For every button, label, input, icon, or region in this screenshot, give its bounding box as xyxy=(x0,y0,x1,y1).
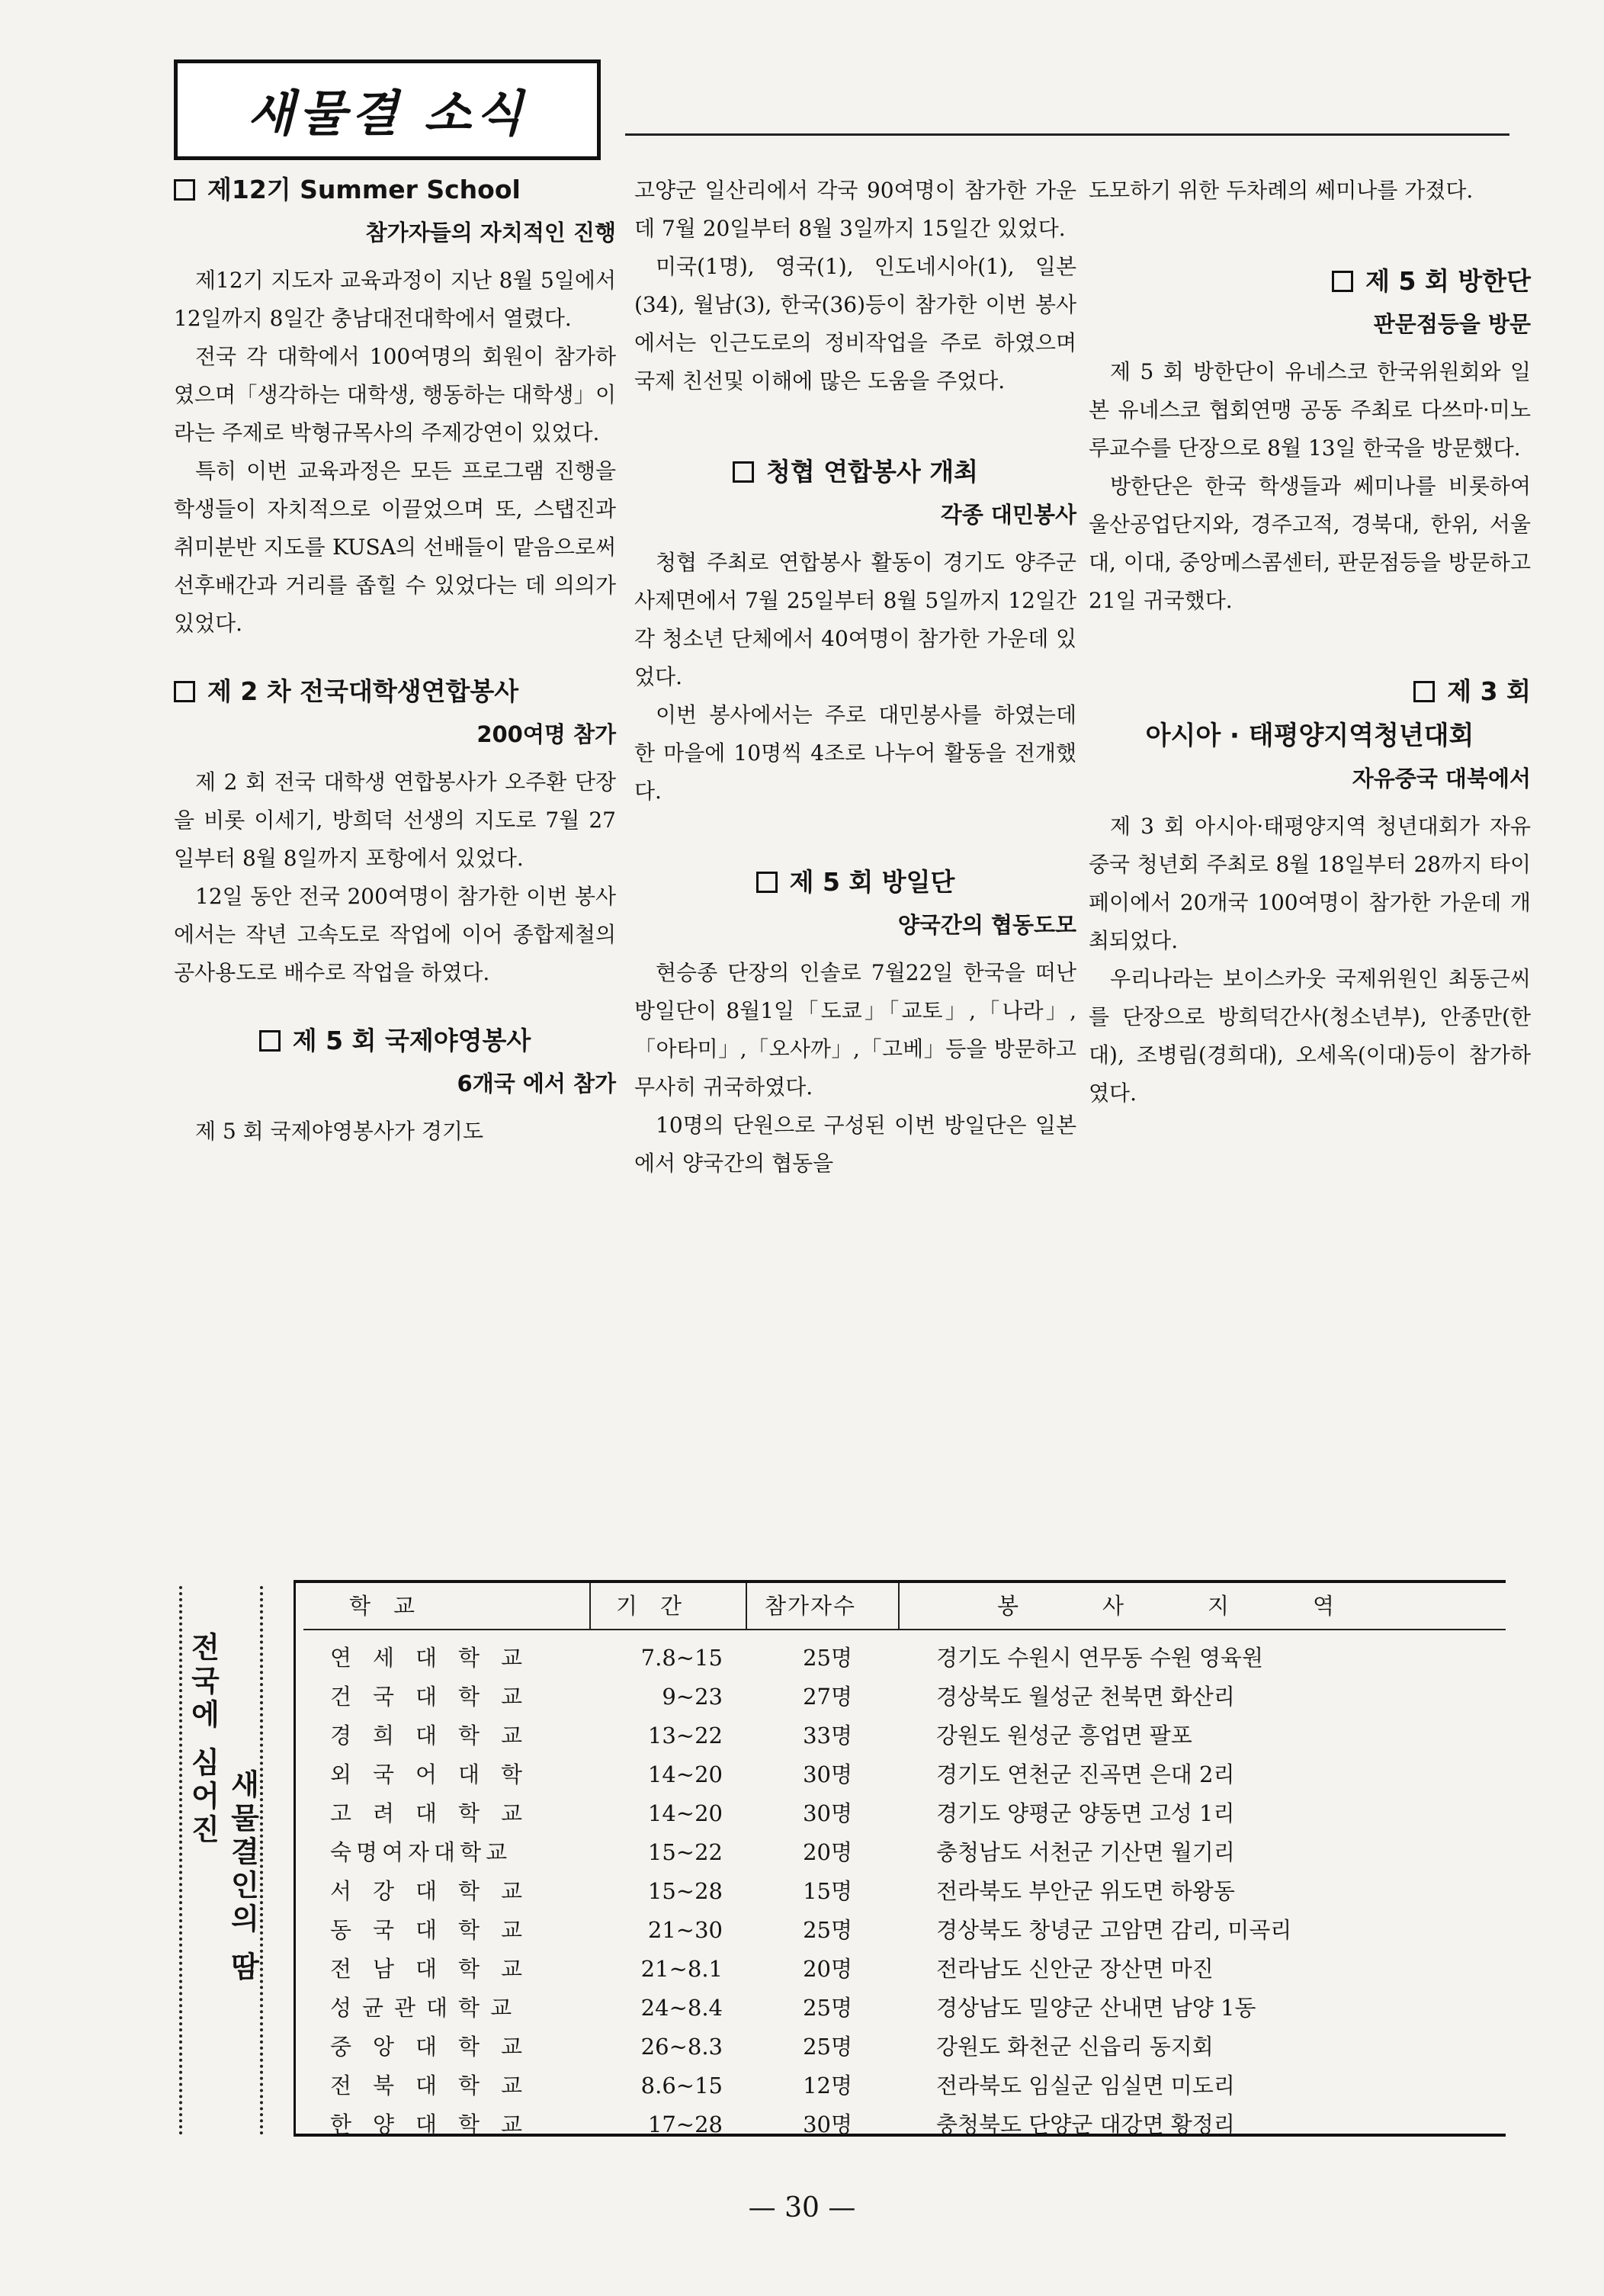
cell-area: 강원도 원성군 흥업면 팔포 xyxy=(936,1723,1192,1748)
cell-count: 25명 xyxy=(803,2034,852,2060)
section-title: 제 3 회 xyxy=(1089,673,1531,710)
cell-area: 충청북도 단양군 대강면 황정리 xyxy=(936,2111,1235,2137)
section-subtitle: 양국간의 협동도모 xyxy=(897,912,1076,938)
paragraph: 이번 봉사에서는 주로 대민봉사를 하였는데 한 마을에 10명씩 4조로 나누어 활동을 전개했다. xyxy=(634,702,1076,804)
section-subtitle: 자유중국 대북에서 xyxy=(1352,766,1531,792)
section-subtitle: 참가자들의 자치적인 진행 xyxy=(365,220,616,246)
cell-period: 9~23 xyxy=(662,1684,723,1710)
cell-school: 전북대학교 xyxy=(330,2073,544,2099)
cell-count: 30명 xyxy=(803,1761,852,1787)
table-row xyxy=(296,2066,1506,2105)
cell-school: 연세대학교 xyxy=(330,1645,544,1671)
side-label-line1: 전국에 심어진 xyxy=(186,1632,220,1848)
cell-area: 경상북도 월성군 천북면 화산리 xyxy=(936,1684,1235,1710)
cell-count: 30명 xyxy=(803,2111,852,2137)
section-title: 제 2 차 전국대학생연합봉사 xyxy=(174,673,616,710)
paragraph: 현승종 단장의 인솔로 7월22일 한국을 떠난 방일단이 8월1일「도쿄」「교토」,「나라」,「아타미」,「오사까」,「고베」등을 방문하고 무사히 귀국하였다. xyxy=(634,960,1076,1100)
paragraph: 제 5 회 방한단이 유네스코 한국위원회와 일본 유네스코 협회연맹 공동 주최로 다쓰마·미노루교수를 단장으로 8월 13일 한국을 방문했다. xyxy=(1089,359,1531,461)
paragraph: 도모하기 위한 두차례의 쎄미나를 가졌다. xyxy=(1089,178,1474,203)
top-rule xyxy=(625,133,1509,136)
section-title: 제 5 회 방일단 xyxy=(634,864,1076,901)
cell-count: 25명 xyxy=(803,1995,852,2021)
column-1 xyxy=(174,172,616,1151)
cell-period: 7.8~15 xyxy=(640,1645,723,1671)
header-count: 참가자수 xyxy=(765,1593,857,1619)
cell-area: 경기도 수원시 연무동 수원 영육원 xyxy=(936,1645,1264,1671)
checkbox-icon xyxy=(174,681,195,702)
paragraph: 12일 동안 전국 200여명이 참가한 이번 봉사에서는 작년 고속도로 작업에 이어 종합제철의 공사용도로 배수로 작업을 하였다. xyxy=(174,884,616,985)
checkbox-icon xyxy=(1413,681,1435,702)
section-subtitle: 각종 대민봉사 xyxy=(940,502,1076,528)
cell-period: 21~30 xyxy=(647,1917,723,1943)
service-table xyxy=(294,1580,1506,2137)
cell-period: 17~28 xyxy=(647,2111,723,2137)
cell-school: 중앙대학교 xyxy=(330,2034,544,2060)
section-subtitle: 6개국 에서 참가 xyxy=(457,1071,616,1097)
paragraph: 방한단은 한국 학생들과 쎄미나를 비롯하여 울산공업단지와, 경주고적, 경북대, 한위, 서울대, 이대, 중앙메스콤센터, 판문점등을 방문하고 21일 귀국했다. xyxy=(1089,474,1531,613)
cell-period: 26~8.3 xyxy=(640,2034,723,2060)
table-row xyxy=(296,1793,1506,1832)
cell-period: 14~20 xyxy=(647,1761,723,1787)
cell-period: 15~22 xyxy=(647,1839,723,1865)
cell-area: 경상북도 창녕군 고암면 감리, 미곡리 xyxy=(936,1917,1292,1943)
cell-school: 동국대학교 xyxy=(330,1917,544,1943)
header-period: 기간 xyxy=(616,1593,705,1619)
cell-school: 외국어대학 xyxy=(330,1761,544,1787)
cell-area: 전라북도 임실군 임실면 미도리 xyxy=(936,2073,1235,2099)
cell-area: 경상남도 밀양군 산내면 남양 1동 xyxy=(936,1995,1256,2021)
side-label-line2: 새물결인의 땀 xyxy=(226,1769,259,1986)
cell-area: 경기도 양평군 양동면 고성 1리 xyxy=(936,1800,1235,1826)
cell-period: 8.6~15 xyxy=(640,2073,723,2099)
table-row xyxy=(296,1716,1506,1755)
section-title: 제 5 회 방한단 xyxy=(1089,263,1531,300)
table-row xyxy=(296,1832,1506,1871)
table-side-label xyxy=(179,1586,263,2135)
masthead-title: 새물결 소식 xyxy=(247,86,528,143)
header-area: 봉사지역 xyxy=(997,1593,1419,1619)
cell-area: 충청남도 서천군 기산면 월기리 xyxy=(936,1839,1235,1865)
paragraph: 전국 각 대학에서 100여명의 회원이 참가하였으며「생각하는 대학생, 행동하는 대학생」이라는 주제로 박형규목사의 주제강연이 있었다. xyxy=(174,344,616,445)
cell-period: 21~8.1 xyxy=(640,1956,723,1982)
paragraph: 특히 이번 교육과정은 모든 프로그램 진행을 학생들이 자치적으로 이끌었으며 또, 스탭진과 취미분반 지도를 KUSA의 선배들이 맡음으로써 선후배간과 거리를 좁힐 수 있었다는 데 의의가 있었다. xyxy=(174,458,616,636)
cell-count: 15명 xyxy=(803,1878,852,1904)
paragraph: 고양군 일산리에서 각국 90여명이 참가한 가운데 7월 20일부터 8월 3일까지 15일간 있었다. xyxy=(634,178,1076,241)
cell-count: 27명 xyxy=(803,1684,852,1710)
checkbox-icon xyxy=(756,872,778,893)
section-title: 청협 연합봉사 개최 xyxy=(634,454,1076,490)
cell-school: 성균관대학교 xyxy=(330,1995,523,2021)
section-title: 제 5 회 국제야영봉사 xyxy=(174,1023,616,1059)
cell-area: 강원도 화천군 신읍리 동지회 xyxy=(936,2034,1214,2060)
checkbox-icon xyxy=(733,461,754,483)
checkbox-icon xyxy=(1332,271,1353,292)
checkbox-icon xyxy=(259,1030,281,1052)
paragraph: 제 2 회 전국 대학생 연합봉사가 오주환 단장을 비롯 이세기, 방희덕 선생의 지도로 7월 27일부터 8월 8일까지 포항에서 있었다. xyxy=(174,769,616,871)
cell-count: 20명 xyxy=(803,1956,852,1982)
cell-school: 한양대학교 xyxy=(330,2111,544,2137)
table-row xyxy=(296,1949,1506,1988)
column-3 xyxy=(1089,172,1531,1113)
cell-count: 30명 xyxy=(803,1800,852,1826)
table-row xyxy=(296,1988,1506,2027)
cell-period: 15~28 xyxy=(647,1878,723,1904)
cell-area: 경기도 연천군 진곡면 은대 2리 xyxy=(936,1761,1235,1787)
section-title-line2: 아시아 · 태평양지역청년대회 xyxy=(1145,721,1474,751)
paragraph: 제 3 회 아시아·태평양지역 청년대회가 자유중국 청년회 주최로 8월 18일부터 28까지 타이페이에서 20개국 100여명이 참가한 가운데 개최되었다. xyxy=(1089,814,1531,953)
cell-count: 25명 xyxy=(803,1645,852,1671)
cell-school: 전남대학교 xyxy=(330,1956,544,1982)
table-row xyxy=(296,2027,1506,2066)
cell-period: 14~20 xyxy=(647,1800,723,1826)
cell-school: 경희대학교 xyxy=(330,1723,544,1748)
table-body xyxy=(296,1638,1506,2143)
checkbox-icon xyxy=(174,179,195,201)
table-row xyxy=(296,1755,1506,1793)
paragraph: 10명의 단원으로 구성된 이번 방일단은 일본에서 양국간의 협동을 xyxy=(634,1113,1076,1176)
paragraph: 제12기 지도자 교육과정이 지난 8월 5일에서 12일까지 8일간 충남대전대학에서 열렸다. xyxy=(174,268,616,331)
page-number: — 30 — xyxy=(748,2192,856,2224)
cell-count: 12명 xyxy=(803,2073,852,2099)
column-2 xyxy=(634,172,1076,1183)
cell-school: 숙명여자대학교 xyxy=(330,1839,512,1865)
section-subtitle: 200여명 참가 xyxy=(476,721,616,747)
cell-period: 13~22 xyxy=(647,1723,723,1748)
cell-school: 건국대학교 xyxy=(330,1684,544,1710)
table-row xyxy=(296,1677,1506,1716)
table-row xyxy=(296,1638,1506,1677)
paragraph: 우리나라는 보이스카웃 국제위원인 최동근씨를 단장으로 방희덕간사(청소년부), 안종만(한대), 조병림(경희대), 오세옥(이대)등이 참가하였다. xyxy=(1089,966,1531,1106)
table-row xyxy=(296,2105,1506,2143)
masthead xyxy=(174,59,601,160)
paragraph: 청협 주최로 연합봉사 활동이 경기도 양주군 사제면에서 7월 25일부터 8월 5일까지 12일간 각 청소년 단체에서 40여명이 참가한 가운데 있었다. xyxy=(634,550,1076,689)
header-school: 학교 xyxy=(349,1593,438,1619)
cell-area: 전라북도 부안군 위도면 하왕동 xyxy=(936,1878,1235,1904)
cell-school: 고려대학교 xyxy=(330,1800,544,1826)
cell-area: 전라남도 신안군 장산면 마진 xyxy=(936,1956,1214,1982)
section-subtitle: 판문점등을 방문 xyxy=(1373,311,1531,337)
cell-school: 서강대학교 xyxy=(330,1878,544,1904)
cell-count: 25명 xyxy=(803,1917,852,1943)
cell-period: 24~8.4 xyxy=(640,1995,723,2021)
table-row xyxy=(296,1910,1506,1949)
paragraph: 제 5 회 국제야영봉사가 경기도 xyxy=(195,1119,483,1144)
cell-count: 33명 xyxy=(803,1723,852,1748)
paragraph: 미국(1명), 영국(1), 인도네시아(1), 일본(34), 월남(3), 한국(36)등이 참가한 이번 봉사에서는 인근도로의 정비작업을 주로 하였으며 국제 친선및 이해에 많은 도움을 주었다. xyxy=(634,254,1076,393)
cell-count: 20명 xyxy=(803,1839,852,1865)
table-row xyxy=(296,1871,1506,1910)
section-title: 제12기 Summer School xyxy=(174,172,616,208)
